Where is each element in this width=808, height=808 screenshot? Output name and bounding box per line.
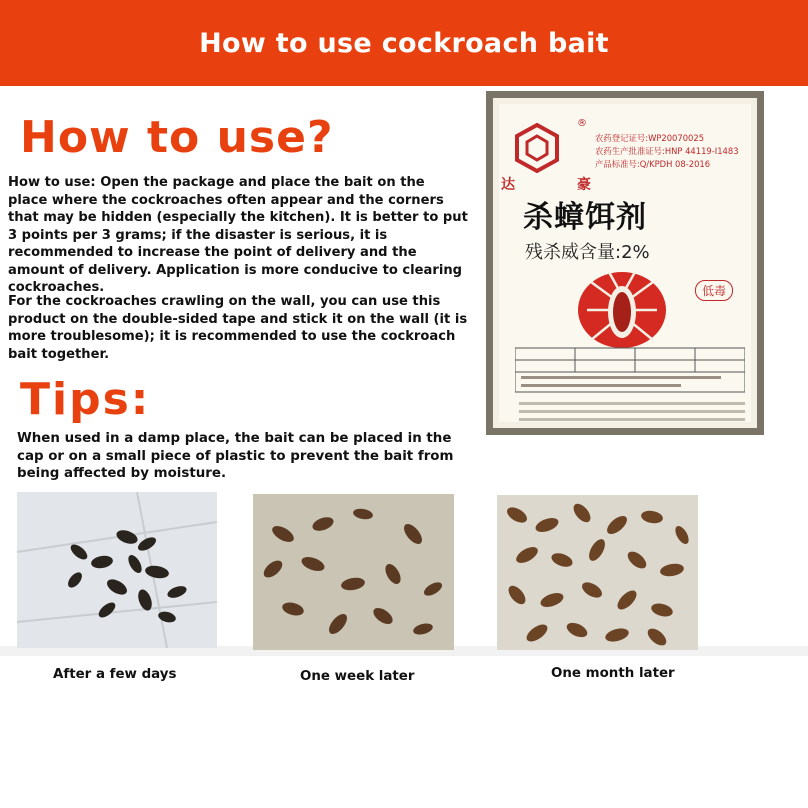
photo-caption: One month later [551, 666, 675, 681]
photo-caption: After a few days [53, 667, 177, 682]
photo-after-few-days [17, 492, 217, 648]
fine-print-line [519, 402, 745, 405]
header-banner [0, 0, 808, 86]
registered-mark: ® [577, 118, 587, 129]
fine-print-line [519, 410, 745, 413]
photo-one-month [497, 495, 698, 650]
toxicity-badge: 低毒 [695, 280, 733, 301]
brand-char: 豪 [577, 177, 591, 193]
tips-paragraph: When used in a damp place, the bait can be placed in the cap or on a small piece of plastic to prevent the bait from being affected by moisture. [17, 431, 454, 481]
brand-char: 达 [501, 177, 515, 193]
product-name: 杀蟑饵剂 [523, 200, 647, 235]
photo-one-week [253, 494, 454, 650]
product-package-image [486, 91, 764, 435]
usage-table [515, 342, 745, 398]
package-code-line: 农药登记证号:WP20070025 [595, 133, 705, 143]
photo-caption: One week later [300, 669, 415, 684]
wall-usage-paragraph: For the cockroaches crawling on the wall, you can use this product on the double-sided tape and stick it on the wall (it is more troublesome); it is recommended to use the cockroach bait together. [8, 294, 468, 362]
cockroaches-photo-icon [253, 494, 454, 650]
package-face [499, 104, 751, 422]
cockroaches-photo-icon [17, 492, 217, 648]
tips-heading: Tips: [20, 374, 151, 425]
cockroaches-photo-icon [497, 495, 698, 650]
banner-title: How to use cockroach bait [199, 27, 609, 59]
hexagon-logo-icon [513, 122, 561, 174]
concentration-label: 残杀威含量:2% [525, 242, 650, 263]
cockroach-illustration-icon [569, 268, 675, 352]
instructions-paragraph: How to use: Open the package and place the bait on the place where the cockroaches often appear and the corners that may be hidden (especially the kitchen). It is better to put 3 points per 3 grams; if the disaster is serious, it is recommended to increase the point of delivery and the amount of delivery. Application is more conducive to clearing cockroaches. [8, 175, 468, 295]
how-to-use-heading: How to use? [20, 112, 334, 163]
fine-print-line [519, 418, 745, 421]
package-code-line: 产品标准号:Q/KPDH 08-2016 [595, 159, 711, 169]
package-code-line: 农药生产批准证号:HNP 44119-I1483 [595, 146, 739, 156]
